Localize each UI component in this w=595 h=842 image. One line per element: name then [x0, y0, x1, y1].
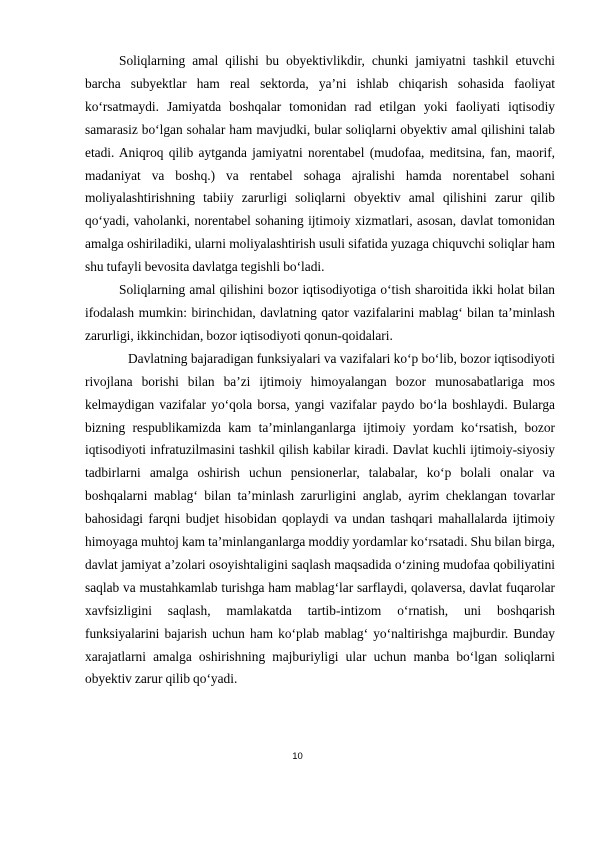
paragraph-1: Soliqlarning amal qilishi bu obyektivlikdir, chunki jamiyatni tashkil etuvchi barcha subyektlar ham real sektorda, ya’ni ishlab chiqarish sohasida faoliyat ko‘rsatmaydi. Jamiyatda boshqalar tomonidan rad etilgan yoki faoliyati iqtisodiy samarasiz bo‘lgan sohalar ham mavjudki, bular soliqlarni obyektiv amal qilishini talab etadi. Aniqroq qilib aytganda jamiyatni norentabel (mudofaa, meditsina, fan, maorif, madaniyat va boshq.) va rentabel sohaga ajralishi hamda norentabel sohani moliyalashtirishning tabiiy zarurligi soliqlarni obyektiv amal qilishini zarur qilib qo‘yadi, vaholanki, norentabel sohaning ijtimoiy xizmatlari, asosan, davlat tomonidan amalga oshiriladiki, ularni moliyalashtirish usuli sifatida yuzaga chiquvchi soliqlar ham shu tufayli bevosita davlatga tegishli bo‘ladi. — [85, 53, 555, 275]
paragraph-2: Soliqlarning amal qilishini bozor iqtisodiyotiga o‘tish sharoitida ikki holat bilan ifodalash mumkin: birinchidan, davlatning qator vazifalarini mablag‘ bilan ta’minlash zarurligi, ikkinchidan, bozor iqtisodiyoti qonun-qoidalari. — [85, 282, 555, 343]
paragraph-3: Davlatning bajaradigan funksiyalari va vazifalari ko‘p bo‘lib, bozor iqtisodiyoti rivojlana borishi bilan ba’zi ijtimoiy himoyalangan bozor munosabatlariga mos kelmaydigan vazifalar yo‘qola borsa, yangi vazifalar paydo bo‘la boshlaydi. Bularga bizning respublikamizda kam ta’minlanganlarga ijtimoiy yordam ko‘rsatish, bozor iqtisodiyoti infratuzilmasini tashkil qilish kabilar kiradi. Davlat kuchli ijtimoiy-siyosiy tadbirlarni amalga oshirish uchun pensionerlar, talabalar, ko‘p bolali onalar va boshqalarni mablag‘ bilan ta’minlash zarurligini anglab, ayrim cheklangan tovarlar bahosidagi farqni budjet hisobidan qoplaydi va undan tashqari mahallalarda ijtimoiy himoyaga muhtoj kam ta’minlanganlarga moddiy yordamlar ko‘rsatadi. Shu bilan birga, davlat jamiyat a’zolari osoyishtaligini saqlash maqsadida o‘zining mudofaa qobiliyatini saqlab va mustahkamlab turishga ham mablag‘lar sarflaydi, qolaversa, davlat fuqarolar xavfsizligini saqlash, mamlakatda tartib-intizom o‘rnatish, uni boshqarish funksiyalarini bajarish uchun ham ko‘plab mablag‘ yo‘naltirishga majburdir. Bunday xarajatlarni amalga oshirishning majburiyligi ular uchun manba bo‘lgan soliqlarni obyektiv zarur qilib qo‘yadi. — [85, 350, 555, 687]
page-number: 10 — [292, 751, 303, 762]
body-text — [85, 50, 555, 691]
